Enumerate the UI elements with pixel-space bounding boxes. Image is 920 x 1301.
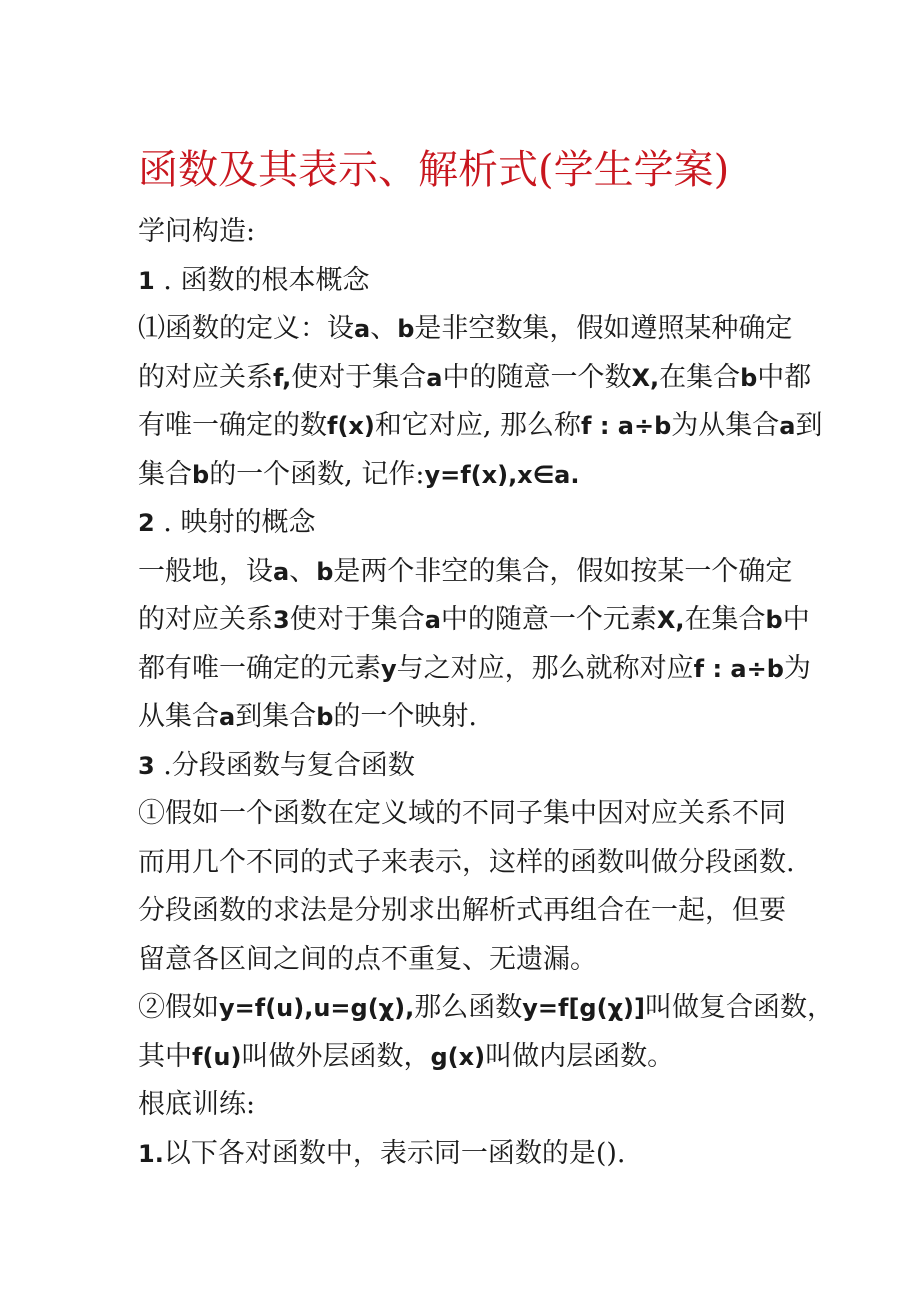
- text-run: 集合: [138, 458, 192, 490]
- text-line: [138, 936, 778, 985]
- bold-run: b: [316, 557, 334, 586]
- text-run: 使对于集合: [289, 604, 425, 635]
- bold-run: b: [397, 315, 415, 343]
- text-run: 一般地，设: [138, 555, 273, 587]
- bold-run: g(x): [430, 1042, 486, 1071]
- text-line: [138, 887, 786, 936]
- bold-run: a: [219, 703, 236, 731]
- text-line: [138, 693, 778, 742]
- text-run: ⑴函数的定义：设: [138, 313, 354, 344]
- text-run: 的对应关系: [138, 361, 273, 393]
- text-run: 学问构造:: [138, 216, 256, 247]
- bold-run: 3: [138, 751, 155, 780]
- text-run: 而用几个不同的式子来表示，这样的函数叫做分段函数.: [138, 846, 795, 878]
- text-line: [138, 1130, 778, 1179]
- text-line: [138, 790, 786, 839]
- bold-run: a: [779, 412, 796, 440]
- text-run: 那么函数: [414, 992, 523, 1023]
- text-run: 中: [782, 604, 810, 635]
- text-run: 留意各区间之间的点不重复、无遗漏。: [138, 943, 597, 975]
- bold-run: f(u): [192, 1042, 242, 1071]
- text-run: 使对于集合: [291, 361, 427, 393]
- text-run: 、: [370, 313, 398, 344]
- text-line: [138, 984, 834, 1033]
- bold-run: f,: [273, 363, 292, 392]
- text-run: 叫做外层函数，: [241, 1040, 431, 1072]
- text-run: 的对应关系: [138, 604, 273, 635]
- bold-run: b: [740, 363, 758, 392]
- text-line: [138, 402, 823, 451]
- text-run: 从集合: [138, 701, 219, 732]
- text-line: [138, 499, 778, 548]
- text-run: 叫做内层函数。: [485, 1040, 675, 1072]
- bold-run: a: [424, 606, 441, 634]
- text-run: 以下各对函数中，表示同一函数的是().: [163, 1137, 626, 1169]
- text-line: [138, 548, 793, 597]
- text-run: ②假如: [138, 992, 219, 1023]
- bold-run: X,: [631, 363, 660, 392]
- text-run: 根底训练:: [138, 1089, 256, 1120]
- bold-run: 1.: [138, 1139, 164, 1168]
- text-run: 在集合: [684, 604, 766, 635]
- text-run: 到: [795, 410, 823, 441]
- bold-run: a: [354, 315, 371, 343]
- text-run: 中的随意一个元素: [440, 604, 657, 635]
- text-run: 中的随意一个数: [442, 361, 632, 393]
- text-line: [138, 596, 810, 645]
- text-run: . 映射的概念: [154, 507, 316, 538]
- bold-run: 2: [138, 509, 155, 537]
- text-run: .分段函数与复合函数: [154, 749, 415, 781]
- bold-run: X,: [656, 606, 685, 634]
- bold-run: a: [273, 557, 290, 586]
- text-run: 、: [289, 555, 317, 587]
- bold-run: f : a÷b: [581, 412, 672, 440]
- document-title: 函数及其表示、解析式(学生学案): [138, 147, 730, 193]
- bold-run: y: [381, 654, 397, 683]
- text-line: [138, 305, 793, 354]
- text-run: 有唯一确定的数: [138, 410, 327, 441]
- text-line: [138, 645, 811, 694]
- bold-run: b: [316, 703, 334, 731]
- text-run: 和它对应, 那么称: [374, 410, 582, 441]
- text-run: 是非空数集，假如遵照某种确定: [414, 313, 793, 344]
- text-run: 与之对应，那么就称对应: [396, 652, 694, 684]
- bold-run: b: [765, 606, 783, 634]
- text-line: [138, 742, 778, 791]
- text-line: [138, 1081, 778, 1130]
- text-run: 是两个非空的集合，假如按某一个确定: [333, 555, 793, 587]
- text-run: 分段函数的求法是分别求出解析式再组合在一起，但要: [138, 895, 786, 926]
- bold-run: b: [192, 460, 210, 489]
- text-run: 都有唯一确定的元素: [138, 652, 381, 684]
- bold-run: a: [426, 363, 443, 392]
- bold-run: 1: [138, 266, 155, 295]
- text-line: [138, 451, 778, 500]
- text-line: [138, 1033, 778, 1082]
- bold-run: 3: [273, 606, 290, 634]
- text-run: . 函数的根本概念: [154, 264, 370, 296]
- bold-run: y=f[g(χ)]: [522, 994, 645, 1022]
- bold-run: y=f(x),x∈a.: [424, 460, 580, 489]
- text-run: 在集合: [659, 361, 741, 393]
- text-run: 的一个映射.: [333, 701, 477, 732]
- document-body: [138, 208, 834, 1178]
- text-run: 为从集合: [671, 410, 780, 441]
- text-run: 中都: [757, 361, 812, 393]
- text-run: 其中: [138, 1040, 192, 1072]
- text-line: [138, 257, 778, 306]
- text-run: 为: [783, 652, 811, 684]
- bold-run: f(x): [327, 412, 375, 440]
- text-line: [138, 208, 778, 257]
- text-run: 的一个函数, 记作:: [209, 458, 425, 490]
- text-run: ①假如一个函数在定义域的不同子集中因对应关系不同: [138, 798, 786, 829]
- text-run: 到集合: [235, 701, 317, 732]
- text-run: 叫做复合函数，: [644, 992, 834, 1023]
- text-line: [138, 354, 812, 403]
- bold-run: f : a÷b: [693, 654, 784, 683]
- bold-run: y=f(u),u=g(χ),: [219, 994, 415, 1022]
- text-line: [138, 839, 795, 888]
